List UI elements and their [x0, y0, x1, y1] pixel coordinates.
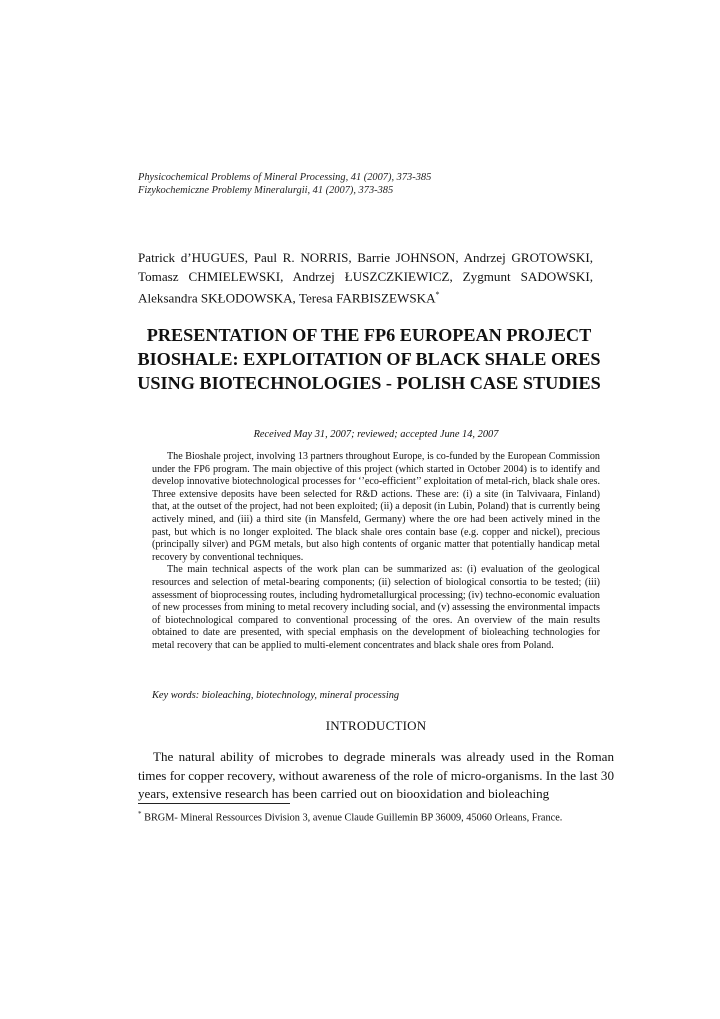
keywords: Key words: bioleaching, biotechnology, mineral processing [152, 690, 400, 701]
footnote [138, 808, 614, 824]
footnote-text: BRGM- Mineral Ressources Division 3, avenue Claude Guillemin BP 36009, 45060 Orleans, France. [141, 812, 563, 824]
introduction-paragraph: The natural ability of microbes to degrade minerals was already used in the Roman times for copper recovery, without awareness of the role of micro-organisms. In the last 30 years, extensive research has been carried out on biooxidation and bioleaching [138, 749, 614, 802]
section-heading-introduction: INTRODUCTION [325, 718, 427, 733]
abstract-paragraph-1: The Bioshale project, involving 13 partners throughout Europe, is co-funded by the European Commission under the FP6 program. The main objective of this project (which started in October 2004) is to identify and develop innovative biotechnological processes for ‘’eco-efficient’’ exploitation of metal-rich, black shale ores. Three extensive deposits have been selected for R&D actions. These are: (i) a site (in Talvivaara, Finland) that, at the outset of the project, had not been exploited; (ii) a deposit (in Lubin, Poland) that is currently being actively mined, and (iii) a third site (in Mansfeld, Germany) where the ore had been actively mined in the past, but which is no longer exploited. The black shale ores contain base (e.g. copper and nickel), precious (principally silver) and PGM metals, but also high contents of organic matter that potentially handicap metal recovery by conventional techniques. [152, 451, 600, 563]
footnote-divider [138, 803, 290, 804]
journal-citation [138, 171, 618, 197]
footnote-marker: * [138, 810, 142, 818]
journal-citation-english: Physicochemical Problems of Mineral Processing, 41 (2007), 373-385 [138, 172, 432, 183]
paper-title: PRESENTATION OF THE FP6 EUROPEAN PROJECT BIOSHALE: EXPLOITATION OF BLACK SHALE ORES USING BIOTECHNOLOGIES - POLISH CASE STUDIES [137, 325, 601, 393]
received-dates: Received May 31, 2007; reviewed; accepted June 14, 2007 [253, 429, 499, 440]
author-list [138, 249, 593, 308]
abstract [152, 451, 600, 653]
author-footnote-marker: * [435, 290, 440, 299]
journal-citation-polish: Fizykochemiczne Problemy Mineralurgii, 41 (2007), 373-385 [138, 185, 394, 196]
abstract-paragraph-2: The main technical aspects of the work plan can be summarized as: (i) evaluation of the geological resources and selection of metal-bearing components; (ii) selection of biological consortia to be tested; (iii) assessment of bioprocessing routes, including hydrometallurgical processing; (iv) techno-economic evaluation of new processes from mining to metal recovery including social, and (v) assessing the environmental impacts of biotechnological compared to conventional processing of the ores. An overview of the main results obtained to date are presented, with special emphasis on the development of bioleaching technologies for metal recovery that can be applied to multi-element concentrates and black shale ores from Poland. [152, 564, 600, 651]
author-names: Patrick d’HUGUES, Paul R. NORRIS, Barrie JOHNSON, Andrzej GROTOWSKI, Tomasz CHMIELEWSKI, Andrzej ŁUSZCZKIEWICZ, Zygmunt SADOWSKI, Aleksandra SKŁODOWSKA, Teresa FARBISZEWSKA [138, 250, 593, 306]
introduction-body [138, 748, 614, 804]
